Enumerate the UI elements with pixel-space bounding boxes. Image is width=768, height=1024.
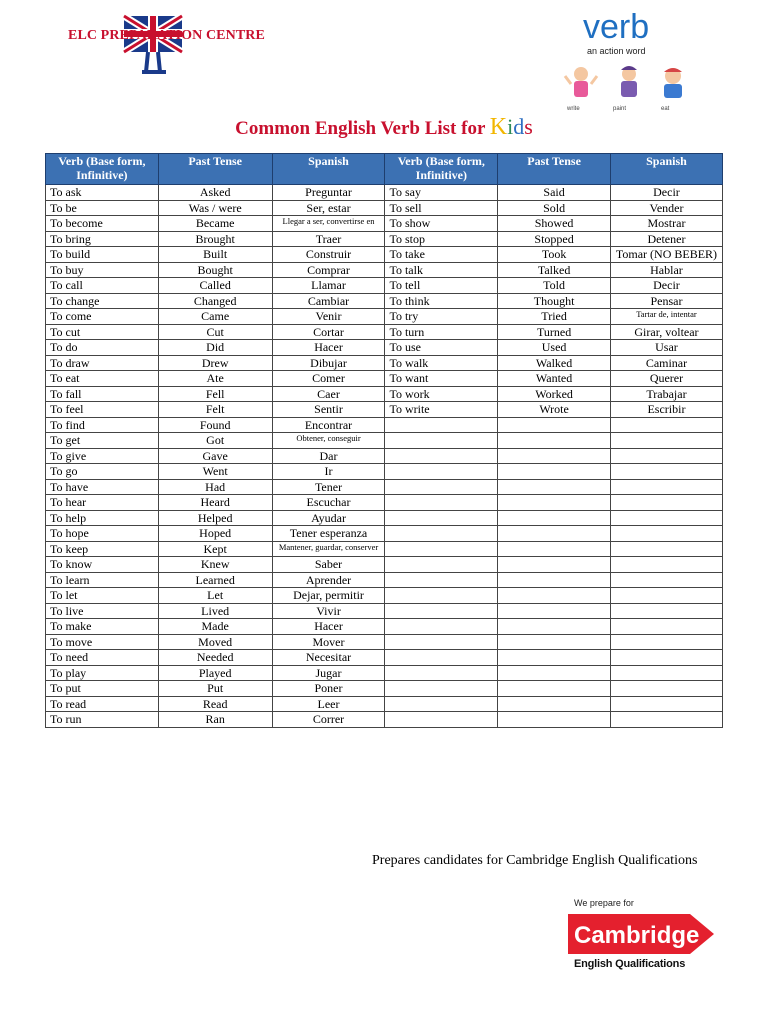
verb-cell: To let: [46, 588, 159, 604]
past-tense-cell: [498, 696, 611, 712]
spanish-cell: Vivir: [272, 603, 385, 619]
spanish-cell: Caer: [272, 386, 385, 402]
title-kids-letter: d: [513, 114, 525, 139]
spanish-cell: Tartar de, intentar: [610, 309, 722, 325]
past-tense-cell: [498, 448, 611, 464]
verb-cell: To keep: [46, 541, 159, 557]
table-row: [46, 185, 723, 201]
verb-cell: To say: [385, 185, 498, 201]
past-tense-cell: Needed: [158, 650, 272, 666]
table-row: [46, 293, 723, 309]
table-row: [46, 712, 723, 728]
cambridge-brand: Cambridge: [574, 922, 700, 949]
verb-cell: To play: [46, 665, 159, 681]
spanish-cell: Ayudar: [272, 510, 385, 526]
verb-cell: [385, 526, 498, 542]
past-tense-cell: Moved: [158, 634, 272, 650]
spanish-cell: Decir: [610, 278, 722, 294]
spanish-cell: Trabajar: [610, 386, 722, 402]
past-tense-cell: [498, 665, 611, 681]
past-tense-cell: Went: [158, 464, 272, 480]
title-kids-letter: i: [507, 114, 514, 139]
verb-cell: To become: [46, 216, 159, 232]
past-tense-cell: Took: [498, 247, 611, 263]
past-tense-cell: Helped: [158, 510, 272, 526]
table-row: [46, 371, 723, 387]
verb-cell: To bring: [46, 231, 159, 247]
org-name: ELC PREPARATION CENTRE: [68, 28, 265, 43]
verb-cell: To need: [46, 650, 159, 666]
spanish-cell: Hacer: [272, 340, 385, 356]
table-row: [46, 619, 723, 635]
verb-cell: To be: [46, 200, 159, 216]
past-tense-cell: [498, 572, 611, 588]
spanish-cell: [610, 526, 722, 542]
past-tense-cell: Wrote: [498, 402, 611, 418]
verb-cell: To hear: [46, 495, 159, 511]
table-row: [46, 464, 723, 480]
past-tense-cell: [498, 681, 611, 697]
past-tense-cell: Drew: [158, 355, 272, 371]
past-tense-cell: Brought: [158, 231, 272, 247]
past-tense-cell: Found: [158, 417, 272, 433]
spanish-cell: Decir: [610, 185, 722, 201]
past-tense-cell: Cut: [158, 324, 272, 340]
spanish-cell: Mostrar: [610, 216, 722, 232]
past-tense-cell: Built: [158, 247, 272, 263]
past-tense-cell: Lived: [158, 603, 272, 619]
cambridge-logo-top: We prepare for: [574, 898, 634, 908]
verb-cell: [385, 696, 498, 712]
verb-cell: To read: [46, 696, 159, 712]
verb-cell: [385, 588, 498, 604]
verb-cell: [385, 712, 498, 728]
verb-cell: [385, 417, 498, 433]
verb-cell: To want: [385, 371, 498, 387]
verb-cell: To draw: [46, 355, 159, 371]
verb-cell: [385, 603, 498, 619]
verb-cell: To help: [46, 510, 159, 526]
past-tense-cell: [498, 433, 611, 449]
spanish-cell: Construir: [272, 247, 385, 263]
verb-cell: To cut: [46, 324, 159, 340]
verb-cell: To put: [46, 681, 159, 697]
column-header: Spanish: [272, 154, 385, 185]
table-row: [46, 572, 723, 588]
table-row: [46, 262, 723, 278]
past-tense-cell: Made: [158, 619, 272, 635]
spanish-cell: Tomar (NO BEBER): [610, 247, 722, 263]
past-tense-cell: Read: [158, 696, 272, 712]
table-row: [46, 526, 723, 542]
spanish-cell: [610, 650, 722, 666]
verb-cell: To live: [46, 603, 159, 619]
spanish-cell: Correr: [272, 712, 385, 728]
spanish-cell: [610, 557, 722, 573]
past-tense-cell: Stopped: [498, 231, 611, 247]
past-tense-cell: Gave: [158, 448, 272, 464]
verb-cell: To call: [46, 278, 159, 294]
verb-cell: To give: [46, 448, 159, 464]
past-tense-cell: Heard: [158, 495, 272, 511]
verb-cell: [385, 634, 498, 650]
table-row: [46, 402, 723, 418]
union-jack-tree-icon: [122, 14, 184, 76]
spanish-cell: Mover: [272, 634, 385, 650]
table-row: [46, 665, 723, 681]
spanish-cell: Querer: [610, 371, 722, 387]
past-tense-cell: Talked: [498, 262, 611, 278]
past-tense-cell: Let: [158, 588, 272, 604]
column-header: Past Tense: [158, 154, 272, 185]
past-tense-cell: Ate: [158, 371, 272, 387]
table-row: [46, 650, 723, 666]
column-header: Verb (Base form, Infinitive): [385, 154, 498, 185]
table-row: [46, 340, 723, 356]
verb-cell: [385, 572, 498, 588]
table-row: [46, 324, 723, 340]
past-tense-cell: Used: [498, 340, 611, 356]
past-tense-cell: Was / were: [158, 200, 272, 216]
spanish-cell: Comer: [272, 371, 385, 387]
past-tense-cell: Changed: [158, 293, 272, 309]
table-row: [46, 309, 723, 325]
spanish-cell: [610, 681, 722, 697]
spanish-cell: Dibujar: [272, 355, 385, 371]
verb-logo-subtitle: an action word: [587, 46, 646, 56]
verb-cell: [385, 510, 498, 526]
column-header: Spanish: [610, 154, 722, 185]
verb-cell: To ask: [46, 185, 159, 201]
verb-cell: To know: [46, 557, 159, 573]
verb-cell: To stop: [385, 231, 498, 247]
past-tense-cell: Wanted: [498, 371, 611, 387]
verb-cell: To get: [46, 433, 159, 449]
past-tense-cell: [498, 557, 611, 573]
table-row: [46, 200, 723, 216]
table-row: [46, 247, 723, 263]
verb-cell: To eat: [46, 371, 159, 387]
table-row: [46, 557, 723, 573]
table-row: [46, 603, 723, 619]
verb-cell: To work: [385, 386, 498, 402]
past-tense-cell: [498, 479, 611, 495]
past-tense-cell: [498, 526, 611, 542]
verb-cell: To walk: [385, 355, 498, 371]
table-row: [46, 495, 723, 511]
title-kids-letter: K: [489, 114, 508, 140]
spanish-cell: Jugar: [272, 665, 385, 681]
spanish-cell: Girar, voltear: [610, 324, 722, 340]
table-row: [46, 696, 723, 712]
spanish-cell: Dar: [272, 448, 385, 464]
past-tense-cell: Told: [498, 278, 611, 294]
past-tense-cell: Put: [158, 681, 272, 697]
verb-cell: To do: [46, 340, 159, 356]
spanish-cell: Cambiar: [272, 293, 385, 309]
table-row: [46, 278, 723, 294]
table-row: [46, 510, 723, 526]
caption-write: write: [567, 106, 580, 112]
spanish-cell: Hablar: [610, 262, 722, 278]
table-row: [46, 681, 723, 697]
verb-cell: [385, 479, 498, 495]
verb-cell: To change: [46, 293, 159, 309]
past-tense-cell: Ran: [158, 712, 272, 728]
past-tense-cell: Bought: [158, 262, 272, 278]
spanish-cell: Leer: [272, 696, 385, 712]
spanish-cell: [610, 603, 722, 619]
verb-cell: To run: [46, 712, 159, 728]
past-tense-cell: [498, 634, 611, 650]
spanish-cell: [610, 696, 722, 712]
past-tense-cell: [498, 495, 611, 511]
verb-cell: To sell: [385, 200, 498, 216]
table-row: [46, 634, 723, 650]
spanish-cell: [610, 619, 722, 635]
past-tense-cell: [498, 603, 611, 619]
verb-cell: To move: [46, 634, 159, 650]
verb-cell: To build: [46, 247, 159, 263]
past-tense-cell: [498, 464, 611, 480]
past-tense-cell: Walked: [498, 355, 611, 371]
verb-cell: To come: [46, 309, 159, 325]
verb-cell: To learn: [46, 572, 159, 588]
caption-paint: paint: [613, 106, 627, 112]
spanish-cell: Llegar a ser, convertirse en: [272, 216, 385, 232]
spanish-cell: [610, 495, 722, 511]
cambridge-logo: [566, 898, 726, 978]
verb-logo-word: verb: [583, 8, 650, 46]
verb-cell: To find: [46, 417, 159, 433]
table-row: [46, 448, 723, 464]
verb-cell: To buy: [46, 262, 159, 278]
spanish-cell: [610, 433, 722, 449]
spanish-cell: Comprar: [272, 262, 385, 278]
spanish-cell: Tener: [272, 479, 385, 495]
title-main: Common English Verb List for: [235, 118, 490, 139]
past-tense-cell: Thought: [498, 293, 611, 309]
verb-cell: [385, 464, 498, 480]
elc-logo: [60, 14, 265, 78]
past-tense-cell: Played: [158, 665, 272, 681]
past-tense-cell: [498, 417, 611, 433]
past-tense-cell: [498, 619, 611, 635]
verb-cell: To turn: [385, 324, 498, 340]
column-header: Past Tense: [498, 154, 611, 185]
table-row: [46, 386, 723, 402]
spanish-cell: [610, 712, 722, 728]
spanish-cell: Mantener, guardar, conserver: [272, 541, 385, 557]
cambridge-tagline: Prepares candidates for Cambridge English Qualifications: [372, 853, 698, 868]
verb-cell: To tell: [385, 278, 498, 294]
verb-cell: [385, 619, 498, 635]
spanish-cell: Traer: [272, 231, 385, 247]
past-tense-cell: [498, 650, 611, 666]
table-row: [46, 433, 723, 449]
table-row: [46, 417, 723, 433]
past-tense-cell: Said: [498, 185, 611, 201]
verb-cell: To have: [46, 479, 159, 495]
caption-eat: eat: [661, 106, 670, 112]
past-tense-cell: Fell: [158, 386, 272, 402]
verb-cell: [385, 681, 498, 697]
past-tense-cell: Turned: [498, 324, 611, 340]
verb-logo: [555, 10, 705, 110]
spanish-cell: [610, 588, 722, 604]
verb-cell: [385, 495, 498, 511]
past-tense-cell: [498, 712, 611, 728]
past-tense-cell: [498, 510, 611, 526]
spanish-cell: Hacer: [272, 619, 385, 635]
cambridge-arrow-icon: [568, 912, 716, 956]
table-row: [46, 355, 723, 371]
past-tense-cell: Did: [158, 340, 272, 356]
spanish-cell: [610, 417, 722, 433]
spanish-cell: Preguntar: [272, 185, 385, 201]
past-tense-cell: Kept: [158, 541, 272, 557]
past-tense-cell: Asked: [158, 185, 272, 201]
verb-cell: To fall: [46, 386, 159, 402]
verb-cell: To hope: [46, 526, 159, 542]
cartoon-kids-icon: [561, 64, 701, 104]
spanish-cell: Aprender: [272, 572, 385, 588]
verb-cell: [385, 541, 498, 557]
verb-cell: To go: [46, 464, 159, 480]
verb-cell: To use: [385, 340, 498, 356]
spanish-cell: Vender: [610, 200, 722, 216]
verb-cell: To make: [46, 619, 159, 635]
spanish-cell: [610, 634, 722, 650]
spanish-cell: Ir: [272, 464, 385, 480]
spanish-cell: Venir: [272, 309, 385, 325]
spanish-cell: [610, 448, 722, 464]
spanish-cell: Escribir: [610, 402, 722, 418]
table-row: [46, 541, 723, 557]
verb-cell: [385, 665, 498, 681]
spanish-cell: Pensar: [610, 293, 722, 309]
title-kids-letter: s: [524, 114, 533, 139]
spanish-cell: Sentir: [272, 402, 385, 418]
table-row: [46, 231, 723, 247]
past-tense-cell: Knew: [158, 557, 272, 573]
past-tense-cell: [498, 541, 611, 557]
past-tense-cell: Showed: [498, 216, 611, 232]
spanish-cell: Ser, estar: [272, 200, 385, 216]
spanish-cell: [610, 541, 722, 557]
verb-cell: [385, 433, 498, 449]
past-tense-cell: Came: [158, 309, 272, 325]
column-header: Verb (Base form, Infinitive): [46, 154, 159, 185]
spanish-cell: [610, 479, 722, 495]
table-header-row: [46, 154, 723, 185]
table-row: [46, 588, 723, 604]
cambridge-logo-bottom: English Qualifications: [574, 958, 686, 970]
verb-cell: To try: [385, 309, 498, 325]
past-tense-cell: Called: [158, 278, 272, 294]
past-tense-cell: [498, 588, 611, 604]
verb-cell: To take: [385, 247, 498, 263]
verb-cell: [385, 557, 498, 573]
table-body: [46, 185, 723, 728]
verb-cell: To show: [385, 216, 498, 232]
verb-cell: To write: [385, 402, 498, 418]
past-tense-cell: Felt: [158, 402, 272, 418]
page-title: [0, 114, 768, 141]
verb-table: [45, 153, 723, 728]
spanish-cell: Necesitar: [272, 650, 385, 666]
spanish-cell: Escuchar: [272, 495, 385, 511]
spanish-cell: Usar: [610, 340, 722, 356]
spanish-cell: Poner: [272, 681, 385, 697]
verb-cell: To feel: [46, 402, 159, 418]
spanish-cell: Llamar: [272, 278, 385, 294]
spanish-cell: Obtener, conseguir: [272, 433, 385, 449]
spanish-cell: Tener esperanza: [272, 526, 385, 542]
spanish-cell: [610, 464, 722, 480]
verb-cell: [385, 650, 498, 666]
spanish-cell: Encontrar: [272, 417, 385, 433]
past-tense-cell: Sold: [498, 200, 611, 216]
past-tense-cell: Got: [158, 433, 272, 449]
past-tense-cell: Hoped: [158, 526, 272, 542]
past-tense-cell: Had: [158, 479, 272, 495]
spanish-cell: [610, 510, 722, 526]
spanish-cell: Dejar, permitir: [272, 588, 385, 604]
table-row: [46, 479, 723, 495]
verb-cell: To talk: [385, 262, 498, 278]
spanish-cell: Cortar: [272, 324, 385, 340]
verb-cell: To think: [385, 293, 498, 309]
table-row: [46, 216, 723, 232]
past-tense-cell: Worked: [498, 386, 611, 402]
past-tense-cell: Became: [158, 216, 272, 232]
past-tense-cell: Learned: [158, 572, 272, 588]
spanish-cell: Caminar: [610, 355, 722, 371]
spanish-cell: [610, 572, 722, 588]
past-tense-cell: Tried: [498, 309, 611, 325]
spanish-cell: [610, 665, 722, 681]
spanish-cell: Saber: [272, 557, 385, 573]
spanish-cell: Detener: [610, 231, 722, 247]
verb-cell: [385, 448, 498, 464]
